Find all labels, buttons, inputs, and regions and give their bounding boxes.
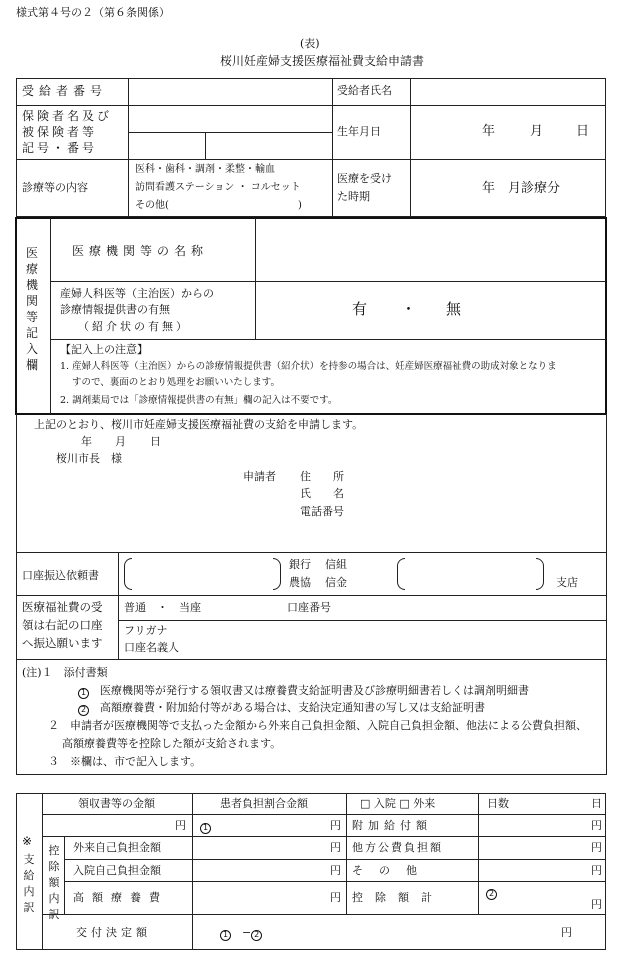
application-day: 日 (150, 435, 161, 448)
form-number: 様式第４号の２（第６条関係） (16, 6, 170, 19)
insured-symbol-field[interactable] (133, 135, 201, 157)
circle-mark: 1 (200, 823, 211, 834)
insured-number-field[interactable] (210, 135, 328, 157)
address-field[interactable] (355, 468, 600, 483)
receipt-amount-label: 領収書等の金額 (78, 797, 155, 810)
bank-type-nokyo[interactable]: 農協 (289, 576, 311, 589)
recipient-number-label: 受給者番号 (22, 84, 108, 98)
referral-separator: ・ (401, 300, 417, 318)
public-burden-yen: 円 (591, 841, 602, 854)
branch-name-field[interactable] (405, 558, 535, 590)
name-field[interactable] (355, 485, 600, 500)
days-unit: 日 (591, 797, 602, 810)
high-cost-label: 高額療養費 (73, 891, 168, 904)
period-label-1: 医療を受け (337, 172, 392, 185)
note-1-text: 医療機関等が発行する領収書又は療養費支給証明書及び診療明細書若しくは調剤明細書 (100, 684, 529, 697)
notes-label: (注)１ 添付書類 (22, 666, 108, 679)
account-number-field[interactable] (345, 598, 600, 617)
city-use-mark: ※ (22, 834, 33, 848)
institution-name-label: 医療機関等の名称 (72, 244, 209, 258)
high-cost-yen: 円 (330, 891, 341, 904)
account-number-label: 口座番号 (287, 601, 331, 614)
name-label: 氏 名 (300, 487, 344, 500)
application-month: 月 (115, 435, 126, 448)
note-3a: ２ 申請者が医療機関等で支払った金額から外来自己負担金額、入院自己負担金額、他法による公費負担額、 (48, 719, 587, 732)
institution-name-field[interactable] (260, 222, 600, 278)
phone-field[interactable] (355, 503, 600, 518)
address-label: 住 所 (300, 470, 344, 483)
bank-type-bank[interactable]: 銀行 (289, 558, 311, 571)
circle-mark: 2 (486, 889, 497, 900)
inpatient-self-label: 入院自己負担金額 (73, 864, 161, 877)
bank-name-field[interactable] (132, 558, 272, 590)
circle-mark: 2 (251, 930, 262, 941)
formula-separator: − (242, 926, 252, 939)
deduction-total-yen: 円 (591, 898, 602, 911)
phone-label: 電話番号 (300, 505, 344, 518)
birth-day-unit: 日 (576, 124, 590, 139)
decision-yen: 円 (561, 926, 572, 939)
notice-1a: 1. 産婦人科医等（主治医）からの診療情報提供書（紹介状）を持参の場合は、妊産婦医療福祉費の助成対象となりま (60, 361, 557, 372)
recipient-name-label: 受給者氏名 (337, 84, 392, 97)
days-label: 日数 (487, 797, 509, 810)
treatment-label: 診療等の内容 (22, 181, 88, 194)
addon-label: 附加給付額 (352, 819, 432, 832)
other-label: その他 (352, 864, 433, 877)
patient-amount-label: 患者負担割合金額 (220, 797, 308, 810)
birth-month-unit: 月 (530, 124, 544, 139)
branch-label: 支店 (556, 576, 578, 589)
circle-mark: 2 (78, 705, 89, 716)
addon-yen: 円 (591, 819, 602, 832)
note-item-2 (78, 701, 485, 716)
insurer-label-3: 記号・番号 (22, 141, 98, 155)
deduction-total-label: 控除額計 (352, 891, 444, 904)
transfer-label-1: 医療福祉費の受 (22, 600, 103, 614)
referral-label-2: 診療情報提供書の有無 (60, 303, 170, 316)
furigana-label: フリガナ (124, 624, 168, 637)
inpatient-outpatient-checkbox[interactable]: □ 入院 □ 外来 (360, 797, 436, 810)
note-4: ３ ※欄は、市で記入します。 (48, 755, 202, 768)
period-label-2: た時期 (337, 190, 370, 203)
account-type[interactable]: 普通 ・ 当座 (124, 601, 201, 614)
form-title: 桜川妊産婦支援医療福祉費支給申請書 (220, 54, 425, 68)
public-burden-label: 他方公費負担額 (352, 841, 443, 854)
bank-request-label: 口座振込依頼書 (22, 569, 99, 582)
inpatient-self-yen: 円 (330, 864, 341, 877)
payment-vertical-label: 支給内訳 (23, 853, 35, 914)
patient-yen: 円 (330, 819, 341, 832)
referral-label-1: 産婦人科医等（主治医）からの (60, 287, 214, 300)
circle-mark: 1 (220, 930, 231, 941)
other-yen: 円 (591, 864, 602, 877)
period-value: 年 月診療分 (482, 181, 561, 196)
insurer-label-2: 被保険者等 (22, 125, 98, 139)
bank-type-shinkumi[interactable]: 信組 (325, 558, 347, 571)
note-item-1 (78, 684, 529, 699)
deduction-vertical-label: 控除額内訳 (48, 844, 60, 921)
applicant-label: 申請者 (243, 470, 276, 483)
application-year: 年 (81, 435, 92, 448)
insurer-name-field[interactable] (133, 108, 327, 130)
bank-type-shinkin[interactable]: 信金 (325, 576, 347, 589)
transfer-label-3: へ振込願います (22, 636, 103, 650)
notice-title: 【記入上の注意】 (60, 343, 148, 356)
account-holder-label: 口座名義人 (124, 641, 179, 654)
outpatient-self-yen: 円 (330, 841, 341, 854)
note-3b: 高額療養費等を控除した額が支給されます。 (62, 737, 282, 750)
receipt-yen: 円 (175, 819, 186, 832)
birth-year-unit: 年 (482, 124, 496, 139)
outpatient-self-label: 外来自己負担金額 (73, 841, 161, 854)
insurer-label-1: 保険者名及び (22, 109, 113, 123)
application-statement: 上記のとおり、桜川市妊産婦支援医療福祉費の支給を申請します。 (34, 418, 364, 431)
notice-2: 2. 調剤薬局では「診療情報提供書の有無」欄の記入は不要です。 (60, 395, 338, 406)
circle-mark: 1 (78, 688, 89, 699)
referral-label-3: （紹介状の有無） (78, 320, 190, 333)
treatment-options-1[interactable]: 医科・歯科・調剤・柔整・輸血 (135, 164, 275, 175)
birth-date-label: 生年月日 (337, 125, 381, 138)
note-2-text: 高額療養費・附加給付等がある場合は、支給決定通知書の写し又は支給証明書 (100, 701, 485, 714)
recipient-number-field[interactable] (133, 80, 327, 103)
mayor-addressee: 桜川市長 様 (56, 452, 122, 465)
decision-formula (220, 926, 262, 941)
referral-no[interactable]: 無 (446, 300, 462, 318)
treatment-options-2[interactable]: 訪問看護ステーション ・ コルセット (135, 182, 301, 193)
account-holder-field[interactable] (190, 623, 600, 657)
notice-1b: すので、裏面のとおり処理をお願いいたします。 (72, 377, 281, 388)
medical-vertical-label: 医療機関等記入欄 (25, 246, 38, 372)
transfer-label-2: 領は右記の口座 (22, 618, 103, 632)
treatment-other-close: ) (298, 200, 302, 211)
treatment-other-open[interactable]: その他( (135, 200, 169, 211)
decision-amount-label: 交付決定額 (76, 926, 151, 939)
side-label: (表) (300, 37, 320, 50)
referral-yes[interactable]: 有 (352, 300, 368, 318)
recipient-name-field[interactable] (414, 80, 602, 103)
